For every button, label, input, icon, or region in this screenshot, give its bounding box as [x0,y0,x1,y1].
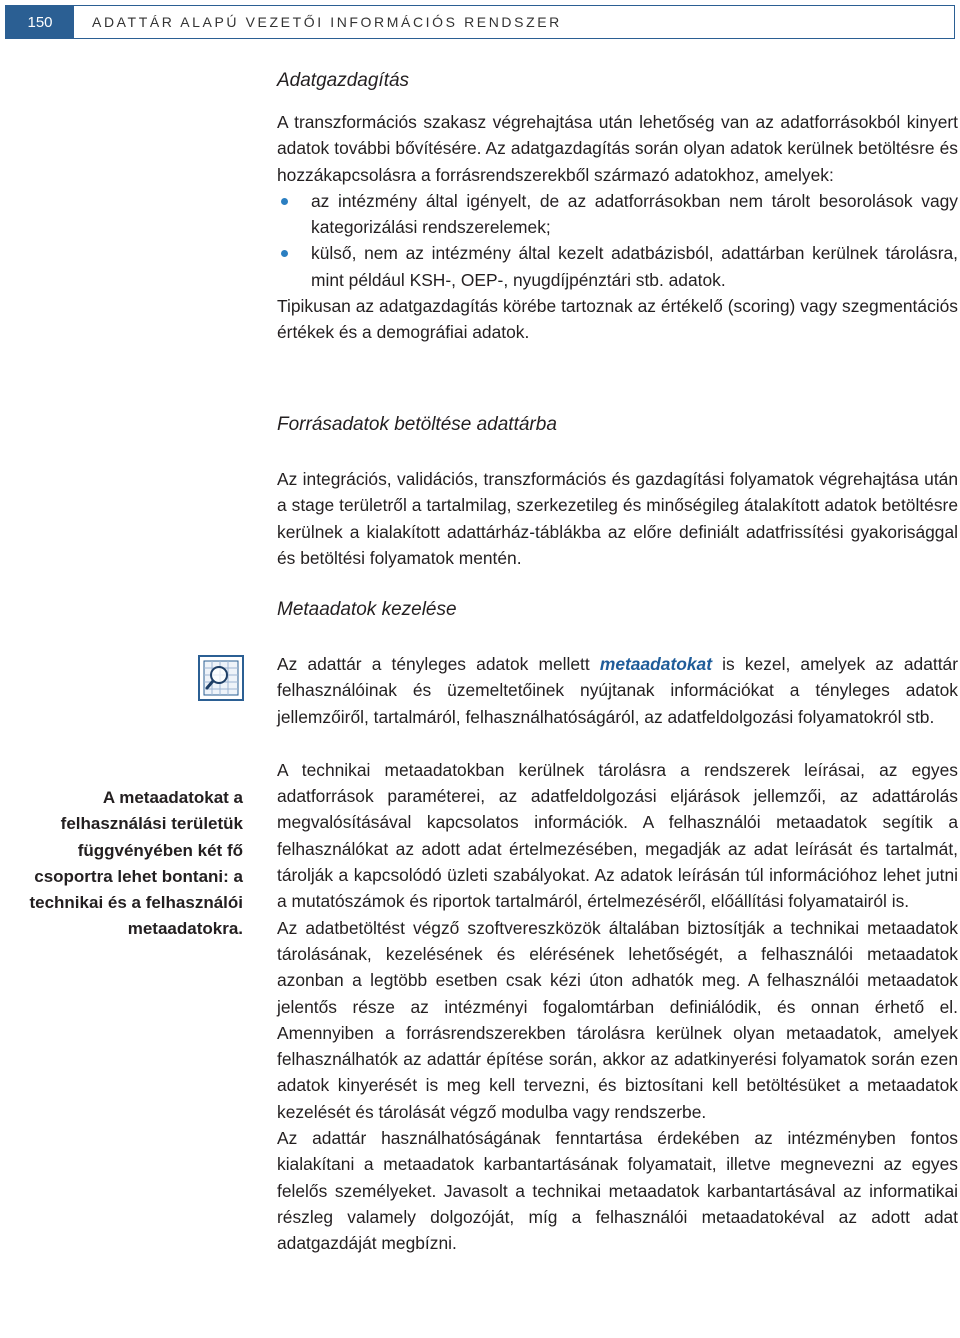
page-number: 150 [6,6,74,38]
text-run: Az adattár a tényleges adatok mellett [277,654,600,674]
page-header [5,5,955,39]
margin-note: A metaadatokat a felhasználási területük függvényében két fő csoportra lehet bontani: a technikai és a felhasználói metaadatokra. [29,788,243,939]
list-item: az intézmény által igényelt, de az adatforrásokban nem tárolt besorolások vagy kategorizálási rendszerelemek; [277,188,958,241]
section-heading: Forrásadatok betöltése adattárba [277,414,557,435]
paragraph: A transzformációs szakasz végrehajtása után lehetőség van az adatforrásokból kinyert adatok további bővítésére. Az adatgazdagítás során olyan adatok kerülnek betöltésre és hozzákapcsolásra a forrásrendszerekből származó adatokhoz, amelyek: [277,112,958,185]
section-heading: Metaadatok kezelése [277,599,457,620]
section-heading: Adatgazdagítás [277,70,410,91]
paragraph: Az integrációs, validációs, transzformációs és gazdagítási folyamatok végrehajtása után a stage területről a tartalmilag, szerkezetileg és minőségileg átalakított adatok betöltésre kerülnek a kialakított adattárház-táblákba az előre definiált adatfrissítési gyakorisággal és betöltési folyamatok mentén. [277,469,958,568]
magnifier-document-icon [198,655,244,701]
bullet-list [277,188,958,293]
term-highlight: metaadatokat [599,654,712,674]
paragraph: A technikai metaadatokban kerülnek tárolásra a rendszerek leírásai, az egyes adatforrások paraméterei, az adatfeldolgozási eljárások jellemzői, az adattárolás megvalósításával kapcsolatos információk. A felhasználói metaadatok segítik a felhasználókat az adott adat értelmezésében, megadják az adat leírását és tartalmát, tárolják a kapcsolódó üzleti szabályokat. Az adatok leírásán túl információhoz lehet jutni a mutatószámok és riportok tartalmáról, értelmezéséről, előállítási folyamatairól is. [277,759,958,912]
section-metaadatok [277,597,958,1257]
section-betoltes [277,412,958,571]
paragraph: Az adatbetöltést végző szoftvereszközök általában biztosítják a technikai metaadatok tárolásának, kezelésének és elérésének lehetőségét, a felhasználói metaadatok azonban a legtöbb esetben csak kézi úton adhatók meg. A felhasználói metaadatok jelentős része az intézményi fogalomtárban definiálódik, és onnan érhető el. Amennyiben a forrásrendszerekben tárolásra kerülnek olyan metaadatok, amelyek felhasználhatók az adattár építése során, akkor az adatkinyerési folyamatok során ezen adatok kinyerését is meg kell tervezni, és biztosítani kell betöltésüket a metaadatok kezelését és tárolását végző modulba vagy rendszerbe. [277,917,958,1122]
paragraph: Tipikusan az adatgazdagítás körébe tartoznak az értékelő (scoring) vagy szegmentációs értékek és a demográfiai adatok. [277,296,958,343]
list-item: külső, nem az intézmény által kezelt adatbázisból, adattárban kerülnek tárolásra, mint például KSH-, OEP-, nyugdíjpénztári stb. adatok. [277,240,958,293]
text-run: is kezel, amelyek az adattár felhasználóinak és üzemeltetőinek nyújtanak információkat a tényleges adatok jellemzőiről, tartalmáról, felhasználhatóságáról, az adatfeldolgozási folyamatokról stb. [277,654,958,727]
section-adatgazdagitas [277,68,958,346]
running-title: ADATTÁR ALAPÚ VEZETŐI INFORMÁCIÓS RENDSZER [92,14,562,30]
paragraph: Az adattár használhatóságának fenntartása érdekében az intézményben fontos kialakítani a metaadatok karbantartásának folyamatait, illetve megnevezni az egyes felelős személyeket. Javasolt a technikai metaadatok karbantartásával az informatikai részleg valamely dolgozóját, míg a felhasználói metaadatokéval az adott adat adatgazdáját megbízni. [277,1128,958,1254]
paragraph [277,651,958,730]
